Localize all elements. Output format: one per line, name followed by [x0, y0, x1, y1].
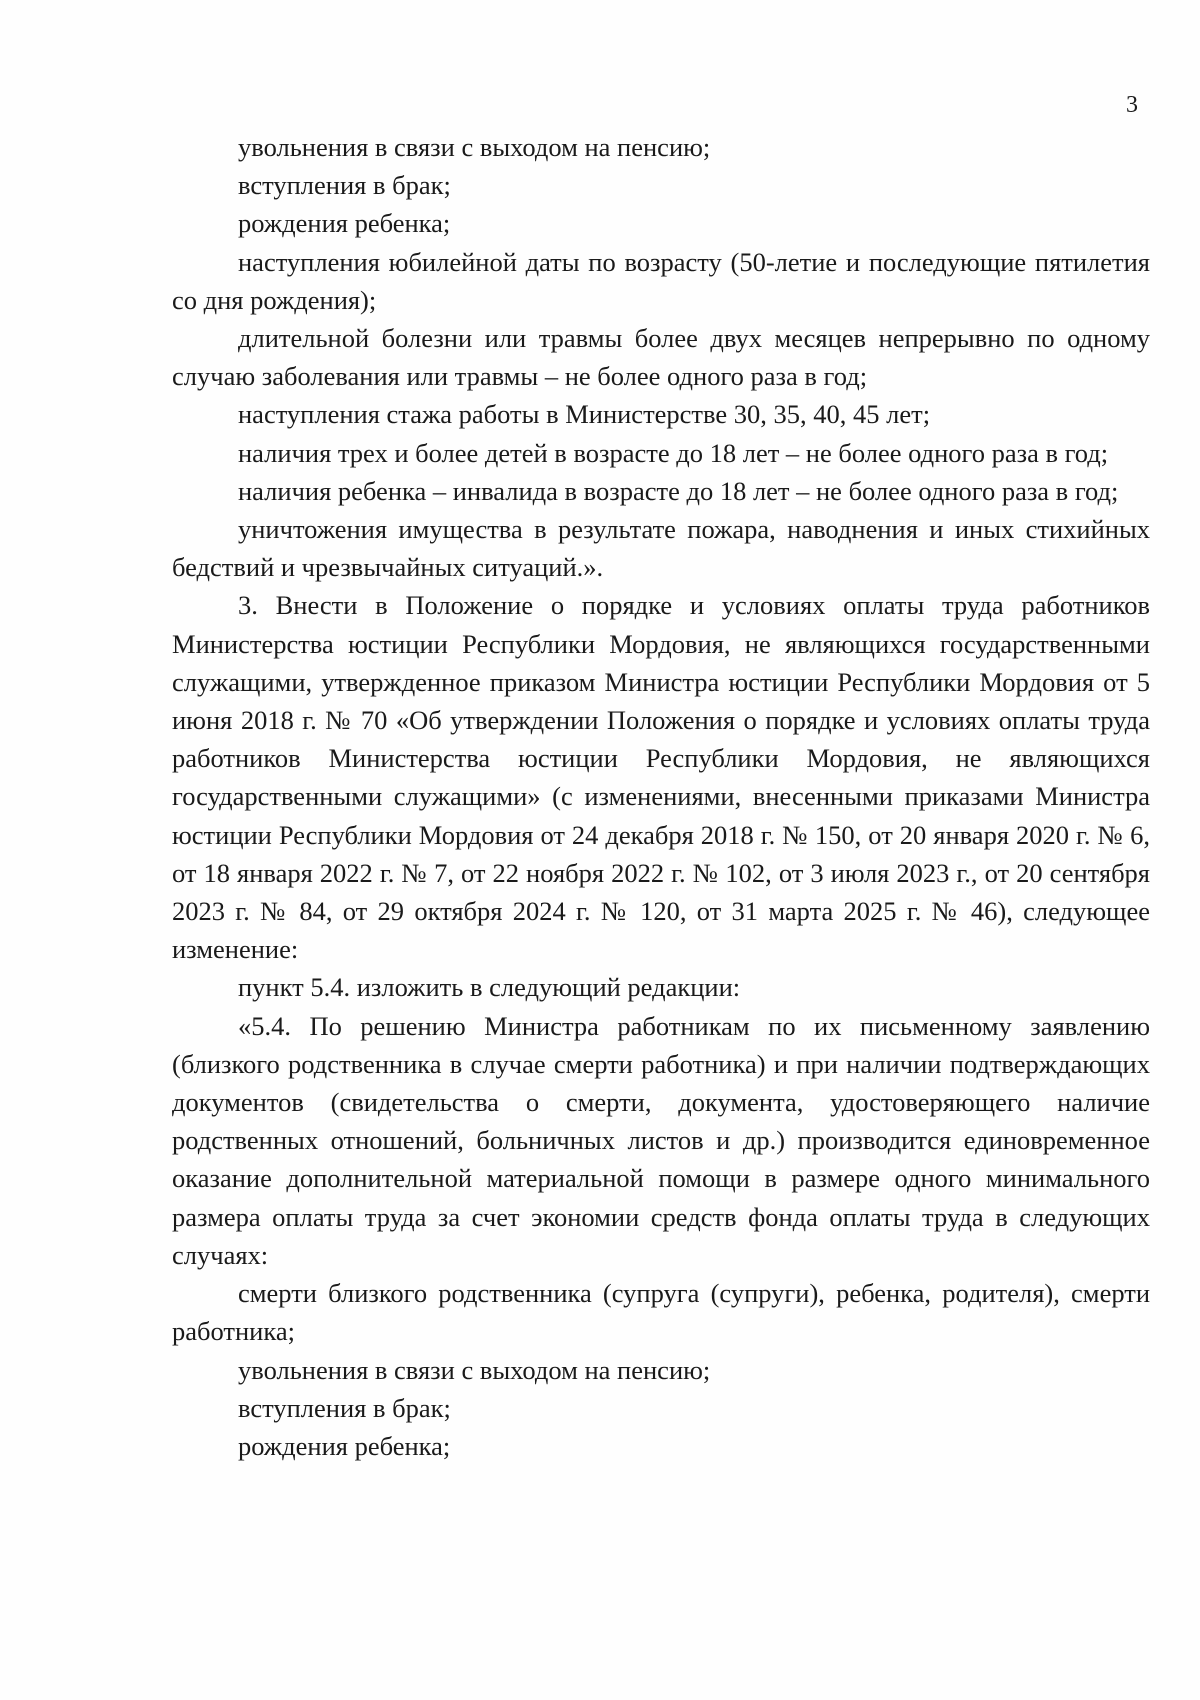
paragraph-retirement-repeat: увольнения в связи с выходом на пенсию; — [238, 1354, 711, 1385]
paragraph-clause-5-4: «5.4. По решению Министра работникам по их письменному заявлению (близкого родственника в случае смерти работника) и при наличии подтверждающих документов (свидетельства о смерти, документа, удостоверяющего наличие родственных отношений, больничных листов и др.) производится единовременное оказание дополнительной материальной помощи в размере одного минимального размера оплаты труда за счет экономии средств фонда оплаты труда в следующих случаях: — [172, 1010, 1150, 1270]
paragraph-property-loss: уничтожения имущества в результате пожара, наводнения и иных стихийных бедствий и чрезвычайных ситуаций.». — [172, 514, 1150, 583]
paragraph-marriage-repeat: вступления в брак; — [238, 1392, 451, 1423]
paragraph-work-experience: наступления стажа работы в Министерстве 30, 35, 40, 45 лет; — [238, 399, 931, 430]
paragraph-three-children: наличия трех и более детей в возрасте до 18 лет – не более одного раза в год; — [238, 437, 1109, 468]
paragraph-marriage: вступления в брак; — [238, 170, 451, 201]
paragraph-child-birth: рождения ребенка; — [238, 208, 451, 239]
paragraph-relative-death: смерти близкого родственника (супруга (супруги), ребенка, родителя), смерти работника; — [172, 1278, 1150, 1347]
document-body — [172, 128, 1150, 1465]
paragraph-retirement: увольнения в связи с выходом на пенсию; — [238, 132, 711, 162]
paragraph-clause-5-4-intro: пункт 5.4. изложить в следующий редакции: — [238, 972, 741, 1003]
paragraph-child-birth-repeat: рождения ребенка; — [238, 1430, 451, 1461]
paragraph-long-illness: длительной болезни или травмы более двух месяцев непрерывно по одному случаю заболевания или травмы – не более одного раза в год; — [172, 323, 1150, 392]
paragraph-disabled-child: наличия ребенка – инвалида в возрасте до 18 лет – не более одного раза в год; — [238, 475, 1119, 506]
paragraph-section-3: 3. Внести в Положение о порядке и условиях оплаты труда работников Министерства юстиции Республики Мордовия, не являющихся государственными служащими, утвержденное приказом Министра юстиции Республики Мордовия от 5 июня 2018 г. № 70 «Об утверждении Положения о порядке и условиях оплаты труда работников Министерства юстиции Республики Мордовия, не являющихся государственными служащими» (с изменениями, внесенными приказами Министра юстиции Республики Мордовия от 24 декабря 2018 г. № 150, от 20 января 2020 г. № 6, от 18 января 2022 г. № 7, от 22 ноября 2022 г. № 102, от 3 июля 2023 г., от 20 сентября 2023 г. № 84, от 29 октября 2024 г. № 120, от 31 марта 2025 г. № 46), следующее изменение: — [172, 590, 1150, 965]
page-number: 3 — [1126, 92, 1138, 118]
paragraph-anniversary: наступления юбилейной даты по возрасту (50-летие и последующие пятилетия со дня рождения); — [172, 246, 1150, 315]
